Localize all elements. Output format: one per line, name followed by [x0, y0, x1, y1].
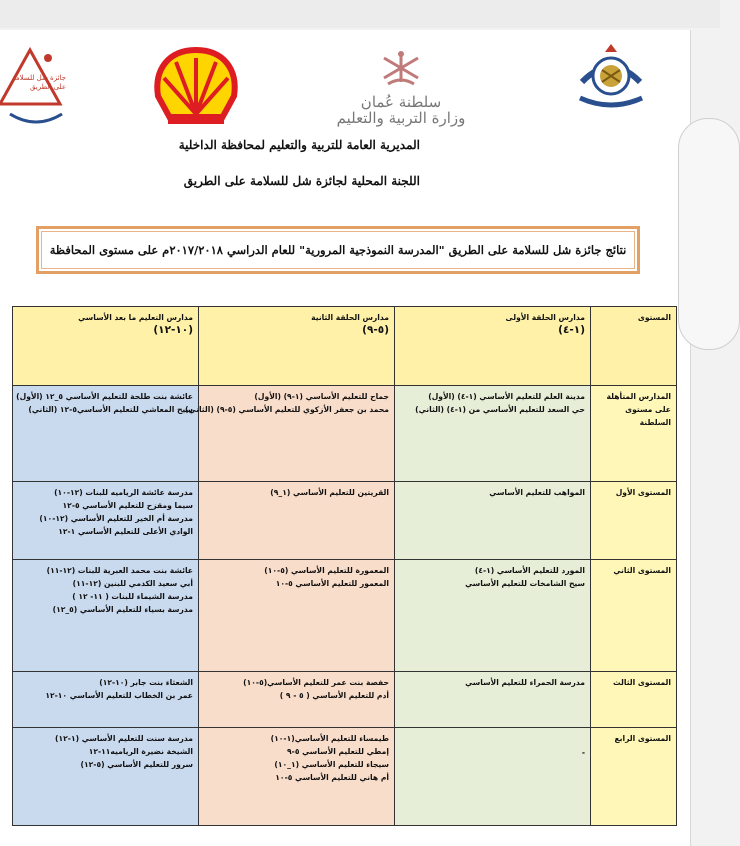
table-header-row [13, 307, 677, 386]
cycle-two-cell: القريتين للتعليم الأساسي (١_٩) [199, 482, 395, 560]
results-title: نتائج جائزة شل للسلامة على الطريق "المدرسة النموذجية المرورية" للعام الدراسي ٢٠١٧/٢٠١٨م على مستوى المحافظة [41, 231, 635, 269]
header-post-basic: مدارس التعليم ما بعد الأساسي (١٠-١٢) [13, 307, 199, 386]
committee-name: اللجنة المحلية لجائزة شل للسلامة على الطريق [183, 174, 420, 188]
award-logo-text: جائزة شل للسلامة على الطريق [12, 74, 66, 91]
cycle-two-cell: جماح للتعليم الأساسي (١-٩) (الأول) محمد بن جعفر الأزكوي للتعليم الأساسي (٥-٩) (الثاني) [199, 386, 395, 482]
level-cell: المستوى الأول [591, 482, 677, 560]
cycle-one-cell: مدينة العلم للتعليم الأساسي (١-٤) (الأول) حي السعد للتعليم الأساسي من (١-٤) (الثاني) [395, 386, 591, 482]
scroll-edge [678, 118, 740, 350]
table-row [13, 482, 677, 560]
post-basic-cell: مدرسة سنت للتعليم الأساسي (١-١٢) الشيخة نضيرة الرياميه١١-١٢ سرور للتعليم الأساسي (٥-١٢) [13, 728, 199, 826]
header-level: المستوى [591, 307, 677, 386]
document-page [0, 30, 691, 846]
royal-oman-police-logo [572, 42, 650, 114]
cycle-one-cell: المواهب للتعليم الأساسي [395, 482, 591, 560]
post-basic-cell: عائشة بنت محمد العبرية للبنات (١٢-١١) أبي سعيد الكدمي للبنين (١٢-١١) مدرسة الشيماء للبنات ( ١١- ١٢ ) مدرسة بسياء للتعليم الأساسي (٥_١٢) [13, 560, 199, 672]
ministry-of-education-logo [326, 48, 476, 127]
cycle-one-cell: - [395, 728, 591, 826]
level-cell: المدارس المتأهلة على مستوى السلطنة [591, 386, 677, 482]
post-basic-cell: عائشة بنت طلحة للتعليم الأساسي ٥_١٢ (الأول) سيح المعاشي للتعليم الأساسي٥-١٢ (الثاني) [13, 386, 199, 482]
shell-logo [150, 44, 242, 128]
level-cell: المستوى الثالث [591, 672, 677, 728]
header-cycle-one: مدارس الحلقة الأولى (١-٤) [395, 307, 591, 386]
table-row [13, 386, 677, 482]
cycle-two-cell: المعمورة للتعليم الأساسي (٥-١٠) المعمور للتعليم الأساسي ٥-١٠ [199, 560, 395, 672]
table-row [13, 672, 677, 728]
post-basic-cell: الشعثاء بنت جابر (١٠-١٢) عمر بن الخطاب للتعليم الأساسي ١٠-١٢ [13, 672, 199, 728]
cycle-two-cell: طيمساء للتعليم الأساسي(١-١٠) إمطي للتعليم الأساسي ٥-٩ سيجاء للتعليم الأساسي (١_١٠) أم هاني للتعليم الأساسي ٥-١٠ [199, 728, 395, 826]
table-row [13, 560, 677, 672]
cycle-one-cell: المورد للتعليم الأساسي (١-٤) سيح الشامخات للتعليم الأساسي [395, 560, 591, 672]
ministry-logo-text: سلطنة عُمان وزارة التربية والتعليم [336, 93, 466, 127]
level-cell: المستوى الثاني [591, 560, 677, 672]
cycle-two-cell: حفصة بنت عمر للتعليم الأساسي(٥-١٠) أدم للتعليم الأساسي ( ٥ - ٩ ) [199, 672, 395, 728]
ministry-emblem-icon [326, 48, 476, 92]
level-cell: المستوى الرابع [591, 728, 677, 826]
cycle-one-cell: مدرسة الحمراء للتعليم الأساسي [395, 672, 591, 728]
header-cycle-two: مدارس الحلقة الثانية (٥-٩) [199, 307, 395, 386]
top-strip [0, 0, 720, 28]
table-row [13, 728, 677, 826]
road-safety-award-logo [0, 44, 72, 130]
results-title-frame [36, 226, 640, 274]
results-table [12, 306, 677, 826]
post-basic-cell: مدرسة عائشة الرياميه للبنات (١٢-١٠) سيما ومقزح للتعليم الأساسي ٥-١٢ مدرسة أم الخير للتعليم الأساسي (١٢-١٠) الوادي الأعلى للتعليم الأساسي ١-١٢ [13, 482, 199, 560]
directorate-name: المديرية العامة للتربية والتعليم لمحافظة الداخلية [178, 138, 420, 152]
